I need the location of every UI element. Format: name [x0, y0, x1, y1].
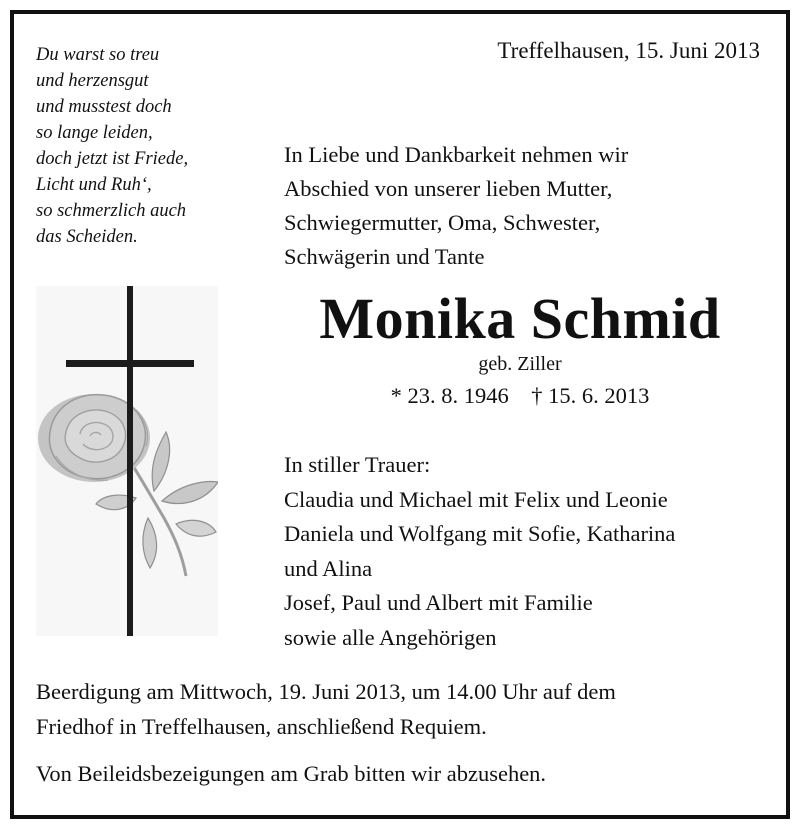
mourner-line: und Alina	[284, 555, 373, 581]
mourner-line: Daniela und Wolfgang mit Sofie, Katharina	[284, 521, 676, 547]
funeral-line: Friedhof in Treffelhausen, anschließend Requiem.	[36, 714, 487, 739]
poem-line: Du warst so treu	[36, 45, 160, 65]
intro-line: Schwägerin und Tante	[284, 244, 485, 269]
funeral-notice	[36, 674, 616, 744]
rose-blossom-icon	[38, 394, 150, 482]
condolence-note: Von Beileidsbezeigungen am Grab bitten wir abzusehen.	[36, 761, 547, 786]
farewell-intro	[284, 138, 628, 274]
poem-line: Licht und Ruh‘,	[36, 175, 152, 195]
cross-with-rose-icon	[36, 286, 218, 636]
intro-line: Abschied von unserer lieben Mutter,	[284, 176, 613, 201]
maiden-name: geb. Ziller	[478, 353, 562, 375]
cross-rose-illustration	[36, 286, 218, 636]
mourners-list	[284, 448, 675, 656]
mourner-line: sowie alle Angehörigen	[284, 624, 497, 650]
memorial-poem	[36, 42, 188, 250]
intro-line: In Liebe und Dankbarkeit nehmen wir	[284, 142, 629, 167]
poem-line: und musstest doch	[36, 97, 172, 117]
poem-line: und herzensgut	[36, 71, 149, 91]
mourner-line: Josef, Paul und Albert mit Familie	[284, 590, 593, 616]
poem-line: so lange leiden,	[36, 123, 153, 143]
mourner-line: Claudia und Michael mit Felix und Leonie	[284, 486, 668, 512]
life-dates: * 23. 8. 1946 † 15. 6. 2013	[390, 383, 650, 408]
deceased-name: Monika Schmid	[319, 286, 721, 351]
poem-line: so schmerzlich auch	[36, 201, 187, 221]
place-and-date: Treffelhausen, 15. Juni 2013	[497, 38, 760, 63]
poem-line: doch jetzt ist Friede,	[36, 149, 189, 169]
intro-line: Schwiegermutter, Oma, Schwester,	[284, 210, 601, 235]
funeral-line: Beerdigung am Mittwoch, 19. Juni 2013, um 14.00 Uhr auf dem	[36, 679, 616, 704]
poem-line: das Scheiden.	[36, 227, 138, 247]
mourners-heading: In stiller Trauer:	[284, 452, 431, 477]
